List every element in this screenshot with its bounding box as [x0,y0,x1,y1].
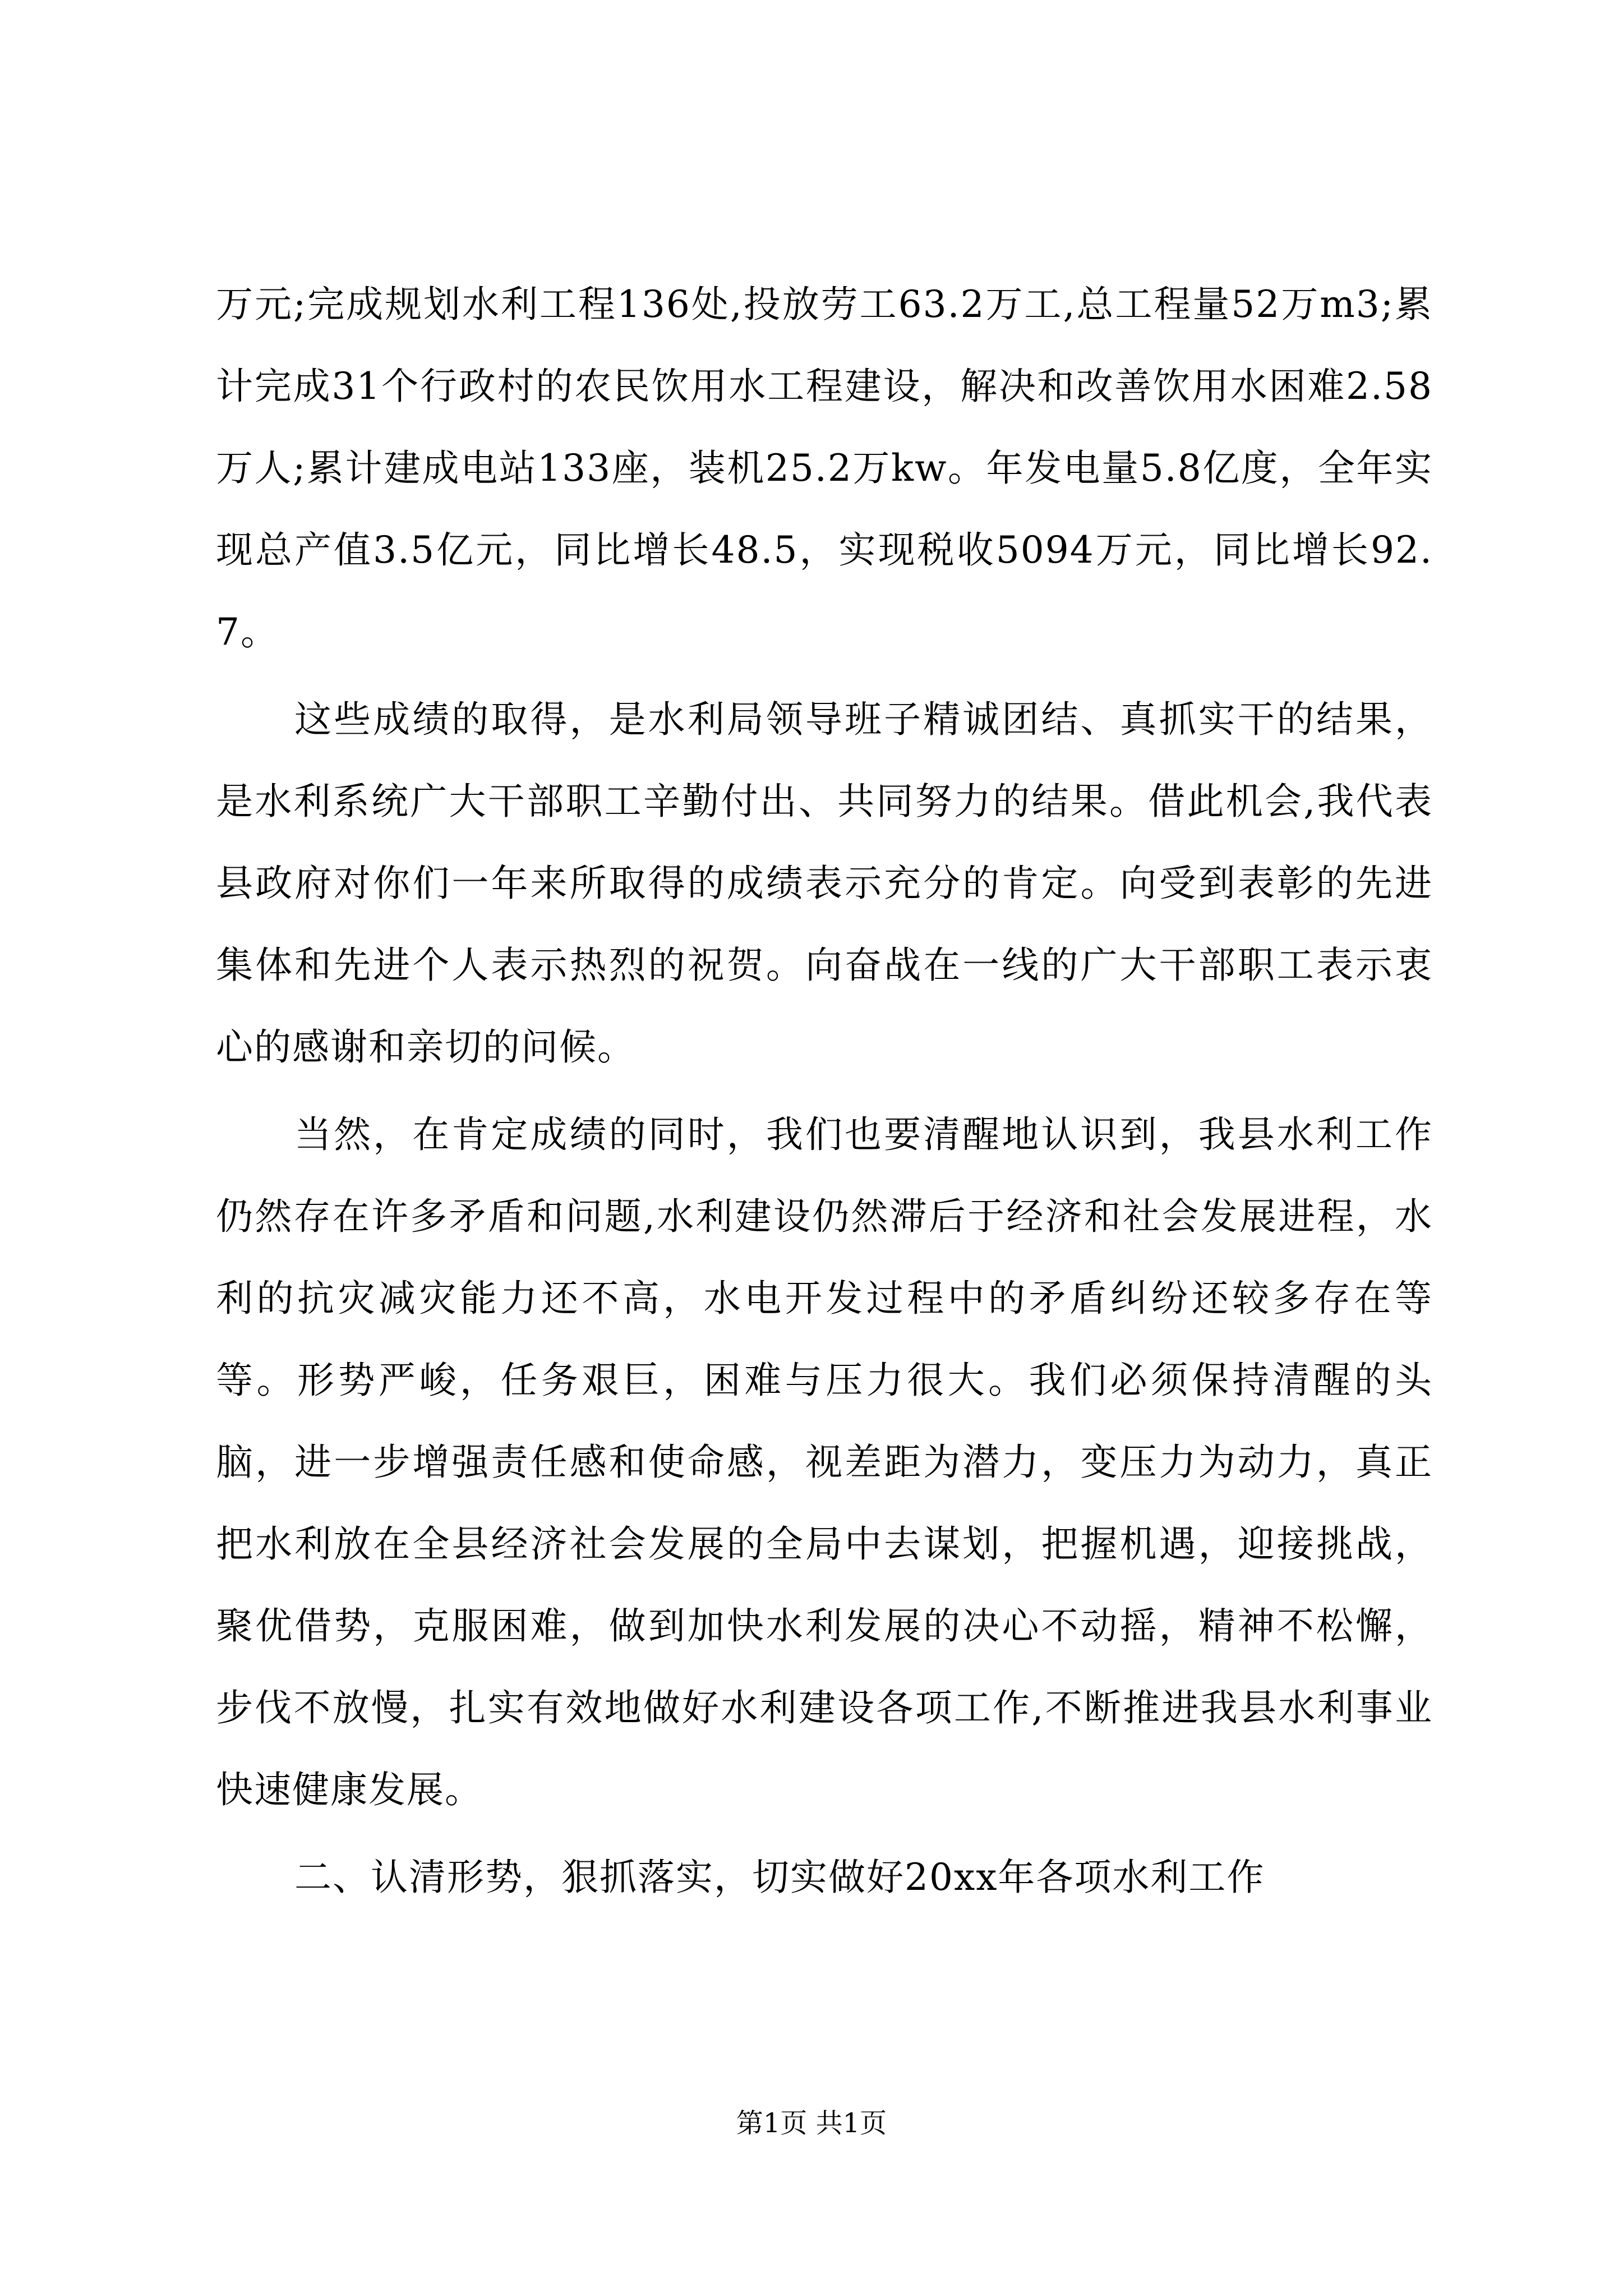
paragraph-continuation: 万元;完成规划水利工程136处,投放劳工63.2万工,总工程量52万m3;累计完成31个行政村的农民饮用水工程建设，解决和改善饮用水困难2.58万人;累计建成电站133座，装机25.2万kw。年发电量5.8亿度，全年实现总产值3.5亿元，同比增长48.5，实现税收5094万元，同比增长92.7。 [216,283,1433,654]
paragraph-problems: 当然，在肯定成绩的同时，我们也要清醒地认识到，我县水利工作仍然存在许多矛盾和问题,水利建设仍然滞后于经济和社会发展进程，水利的抗灾减灾能力还不高，水电开发过程中的矛盾纠纷还较多存在等等。形势严峻，任务艰巨，困难与压力很大。我们必须保持清醒的头脑，进一步增强责任感和使命感，视差距为潜力，变压力为动力，真正把水利放在全县经济社会发展的全局中去谋划，把握机遇，迎接挑战，聚优借势，克服困难，做到加快水利发展的决心不动摇，精神不松懈，步伐不放慢，扎实有效地做好水利建设各项工作,不断推进我县水利事业快速健康发展。 [216,1113,1433,1811]
page-footer: 第1页 共1页 [736,2108,887,2139]
document-body [216,264,1433,1924]
section-heading: 二、认清形势，狠抓落实，切实做好20xx年各项水利工作 [294,1856,1265,1899]
paragraph-achievements: 这些成绩的取得，是水利局领导班子精诚团结、真抓实干的结果，是水利系统广大干部职工辛勤付出、共同努力的结果。借此机会,我代表县政府对你们一年来所取得的成绩表示充分的肯定。向受到表彰的先进集体和先进个人表示热烈的祝贺。向奋战在一线的广大干部职工表示衷心的感谢和亲切的问候。 [216,698,1433,1069]
